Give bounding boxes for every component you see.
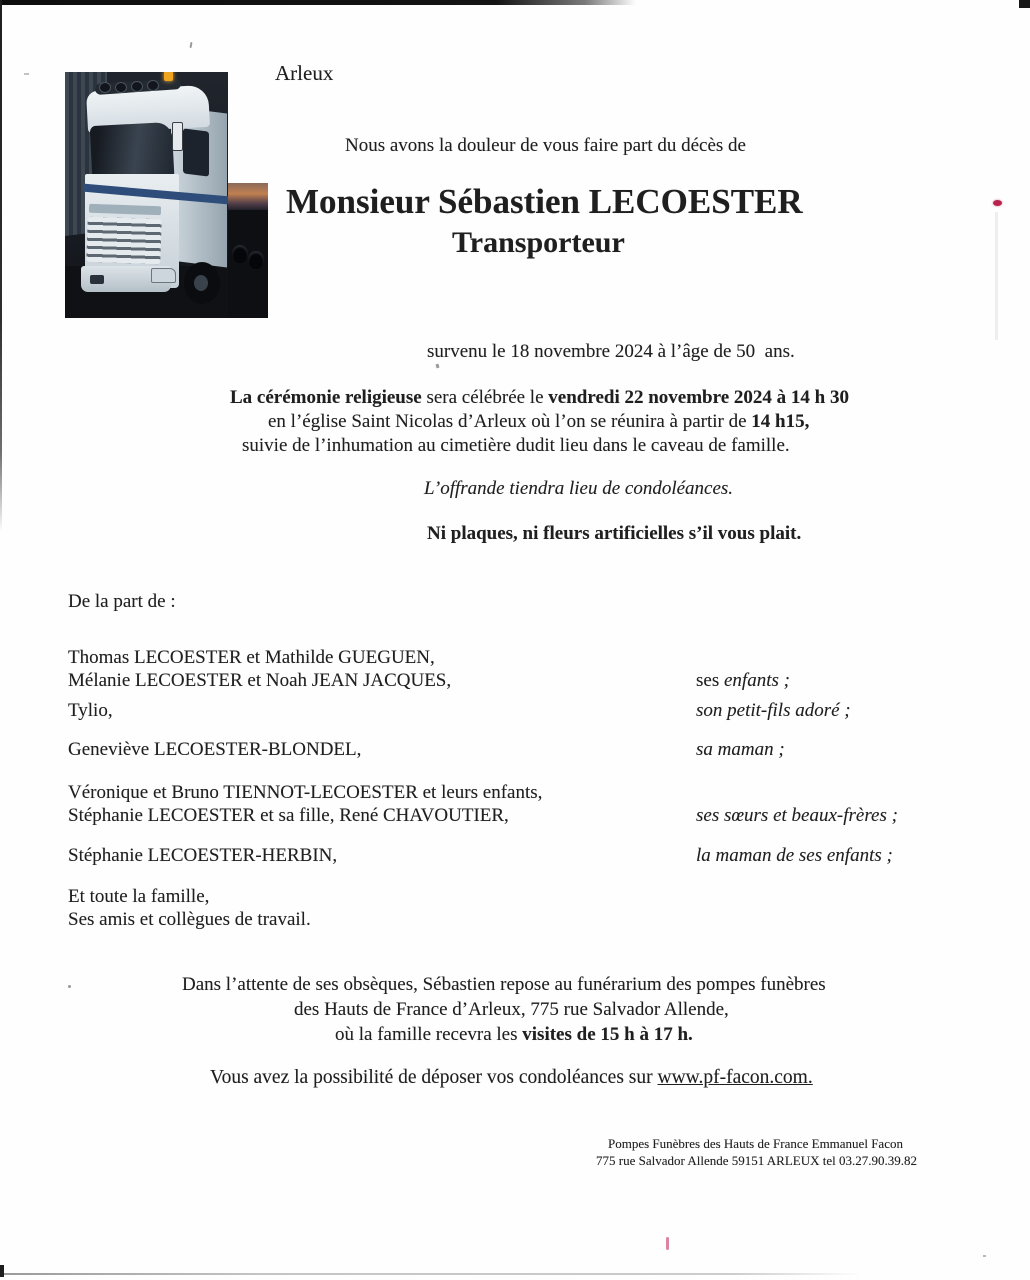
ceremony-line-2-text: en l’église Saint Nicolas d’Arleux où l’on se réunira à partir de (268, 411, 752, 432)
family-heading: De la part de : (68, 591, 176, 612)
scan-speck (189, 42, 192, 48)
ceremony-title: La cérémonie religieuse (230, 387, 422, 408)
truck-headlight (151, 268, 176, 283)
truck-windshield (90, 122, 175, 179)
relation-text: enfants ; (723, 670, 790, 691)
scan-artifact-corner-mark (1019, 0, 1030, 8)
roof-lamp (131, 81, 143, 92)
scan-speck (436, 364, 440, 369)
truck-side-window (183, 128, 209, 176)
family-member: Geneviève LECOESTER-BLONDEL, (68, 739, 362, 760)
rear-wheel (248, 251, 264, 269)
roof-lamp (147, 80, 159, 91)
family-member: Thomas LECOESTER et Mathilde GUEGUEN, (68, 647, 435, 668)
relation-label: la maman de ses enfants ; (696, 845, 893, 866)
scan-artifact-faint-line (995, 212, 998, 340)
family-member: Mélanie LECOESTER et Noah JEAN JACQUES, (68, 670, 452, 691)
scan-speck (68, 985, 71, 988)
relation-label: sa maman ; (696, 739, 785, 760)
wake-line-2: des Hauts de France d’Arleux, 775 rue Salvador Allende, (294, 999, 729, 1020)
roof-lamp (99, 82, 111, 93)
scan-speck (24, 73, 29, 75)
roof-lamp (115, 82, 127, 93)
orange-beacon-light (164, 72, 173, 81)
truck-mirror (172, 122, 183, 151)
location-label: Arleux (275, 61, 334, 85)
wake-line-3-text: où la famille recevra les (335, 1024, 523, 1045)
ceremony-line-1 (230, 387, 849, 409)
deceased-truck-photo (65, 72, 268, 318)
wake-line-3 (335, 1024, 693, 1046)
deceased-name: Monsieur Sébastien LECOESTER (286, 182, 803, 221)
ceremony-line-3: suivie de l’inhumation au cimetière dudit lieu dans le caveau de famille. (242, 435, 790, 456)
rear-wheel (232, 245, 248, 263)
ceremony-date: vendredi 22 novembre 2024 à 14 h 30 (548, 387, 849, 408)
ceremony-line-2 (268, 411, 809, 433)
truck-photo-extension (228, 183, 268, 318)
family-member: Véronique et Bruno TIENNOT-LECOESTER et leurs enfants, (68, 782, 543, 803)
funeral-home-address: 775 rue Salvador Allende 59151 ARLEUX tel 03.27.90.39.82 (596, 1153, 917, 1168)
scan-artifact-red-dash (666, 1237, 669, 1250)
family-member: Stéphanie LECOESTER et sa fille, René CHAVOUTIER, (68, 805, 509, 826)
ceremony-gathering-time: 14 h15, (751, 411, 810, 432)
condolences-website: www.pf-facon.com. (657, 1067, 813, 1088)
family-member: Et toute la famille, (68, 886, 210, 907)
funeral-home-name: Pompes Funèbres des Hauts de France Emmanuel Facon (608, 1136, 903, 1151)
death-date-line: survenu le 18 novembre 2024 à l’âge de 50 ans. (427, 341, 795, 362)
ceremony-line-1-text: sera célébrée le (421, 387, 549, 408)
family-member: Ses amis et collègues de travail. (68, 909, 311, 930)
no-flowers-line: Ni plaques, ni fleurs artificielles s’il vous plait. (427, 523, 802, 544)
truck-grille (86, 217, 162, 265)
truck-wheel-hub (194, 275, 208, 291)
relation-label: son petit-fils adoré ; (696, 700, 851, 721)
offering-line: L’offrande tiendra lieu de condoléances. (424, 478, 734, 499)
condolences-text: Vous avez la possibilité de déposer vos condoléances sur (210, 1067, 658, 1088)
wake-line-1: Dans l’attente de ses obsèques, Sébastien repose au funérarium des pompes funèbres (182, 974, 826, 995)
visiting-hours: visites de 15 h à 17 h. (522, 1024, 693, 1045)
truck-fog-light (90, 275, 104, 284)
family-member: Tylio, (68, 700, 113, 721)
family-member: Stéphanie LECOESTER-HERBIN, (68, 845, 338, 866)
scan-artifact-left-edge-line (0, 0, 2, 532)
scan-speck (983, 1255, 986, 1257)
scan-artifact-bottom-line (0, 1273, 862, 1275)
sunset-sky (228, 183, 268, 210)
scan-artifact-red-dot (993, 200, 1002, 206)
truck-photo-main (65, 72, 228, 318)
condolences-line (210, 1067, 813, 1089)
deceased-profession: Transporteur (452, 226, 625, 259)
relation-label: ses sœurs et beaux-frères ; (696, 805, 898, 826)
scan-artifact-top-bar (0, 0, 636, 5)
relation-label (696, 670, 790, 692)
scan-artifact-bottom-blob (0, 1265, 4, 1277)
relation-prefix: ses (696, 670, 724, 691)
intro-line: Nous avons la douleur de vous faire part du décès de (345, 135, 746, 156)
